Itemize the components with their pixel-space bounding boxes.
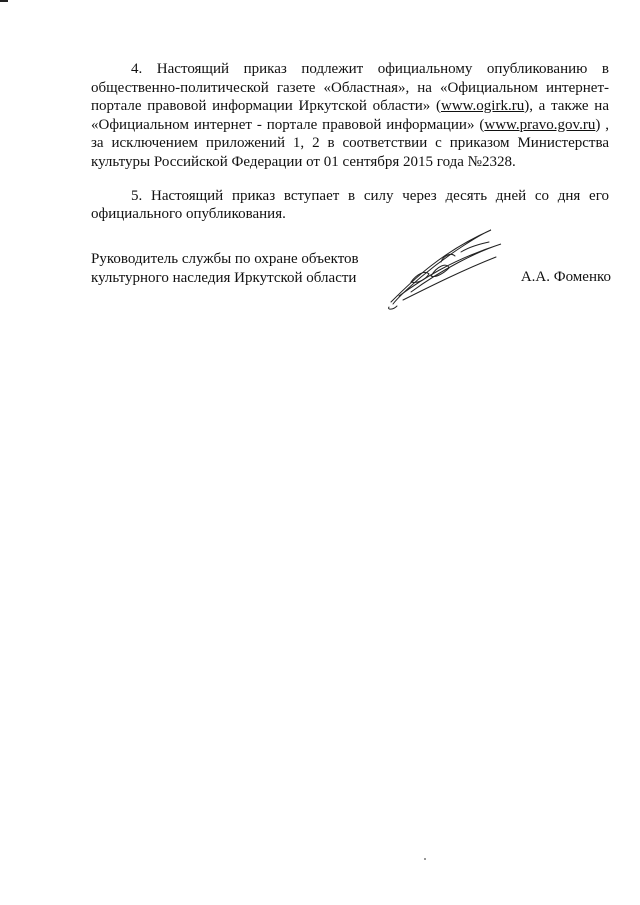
document-body bbox=[91, 60, 609, 224]
signer-title-line-2: культурного наследия Иркутской области bbox=[91, 269, 357, 286]
paragraph-5: 5. Настоящий приказ вступает в силу через десять дней со дня его официального опубликования. bbox=[91, 187, 609, 223]
paragraph-4 bbox=[91, 60, 609, 172]
signature-block bbox=[91, 250, 611, 320]
signer-name: А.А. Фоменко bbox=[520, 269, 611, 285]
paragraph-4-text-c: ) , за исключением приложений 1, 2 в соответствии с приказом Министерства культуры Российской Федерации от 01 сентября 2015 года №2328. bbox=[91, 116, 609, 170]
link-pravo[interactable]: www.pravo.gov.ru bbox=[484, 116, 596, 133]
corner-mark bbox=[0, 0, 8, 2]
handwritten-signature bbox=[381, 222, 511, 312]
signer-title-line-1: Руководитель службы по охране объектов bbox=[91, 251, 359, 267]
link-ogirk[interactable]: www.ogirk.ru bbox=[441, 98, 525, 115]
scan-speck bbox=[424, 858, 426, 860]
paragraph-4-text-b: ), а также на «Официальном интернет - портале правовой информации» ( bbox=[91, 98, 609, 133]
signer-title bbox=[91, 250, 359, 287]
paragraph-4-text-a: 4. Настоящий приказ подлежит официальному опубликованию в общественно-политической газете «Областная», на «Официальном интернет-портале правовой информации Иркутской области» ( bbox=[91, 61, 609, 115]
